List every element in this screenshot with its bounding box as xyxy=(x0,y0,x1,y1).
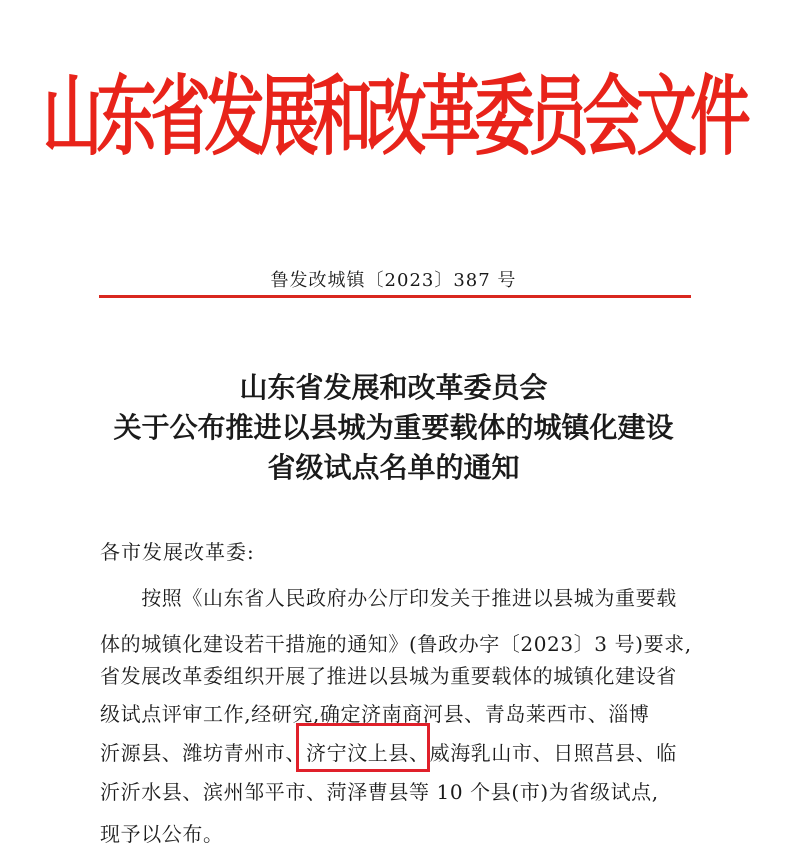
red-divider xyxy=(99,295,691,298)
title-line-3: 省级试点名单的通知 xyxy=(267,451,520,484)
body-line-2: 体的城镇化建设若干措施的通知》(鲁政办字〔2023〕3 号)要求, xyxy=(100,632,692,656)
highlight-box xyxy=(296,723,430,772)
salutation: 各市发展改革委: xyxy=(100,540,255,564)
body-line-3: 省发展改革委组织开展了推进以县城为重要载体的城镇化建设省 xyxy=(100,664,677,688)
document-number: 鲁发改城镇〔2023〕387 号 xyxy=(270,270,517,291)
body-line-7: 现予以公布。 xyxy=(100,822,224,846)
notice-title xyxy=(0,368,787,488)
title-line-2: 关于公布推进以县城为重要载体的城镇化建设 xyxy=(113,411,674,444)
body-line-5: 沂源县、潍坊青州市、济宁汶上县、威海乳山市、日照莒县、临 xyxy=(100,741,677,765)
body-line-6: 沂沂水县、滨州邹平市、菏泽曹县等 10 个县(市)为省级试点, xyxy=(100,780,659,804)
masthead: 山东省发展和改革委员会文件 xyxy=(42,66,745,169)
body-line-1: 按照《山东省人民政府办公厅印发关于推进以县城为重要载 xyxy=(100,586,677,610)
title-line-1: 山东省发展和改革委员会 xyxy=(239,371,548,404)
body-line-4: 级试点评审工作,经研究,确定济南商河县、青岛莱西市、淄博 xyxy=(100,702,650,726)
